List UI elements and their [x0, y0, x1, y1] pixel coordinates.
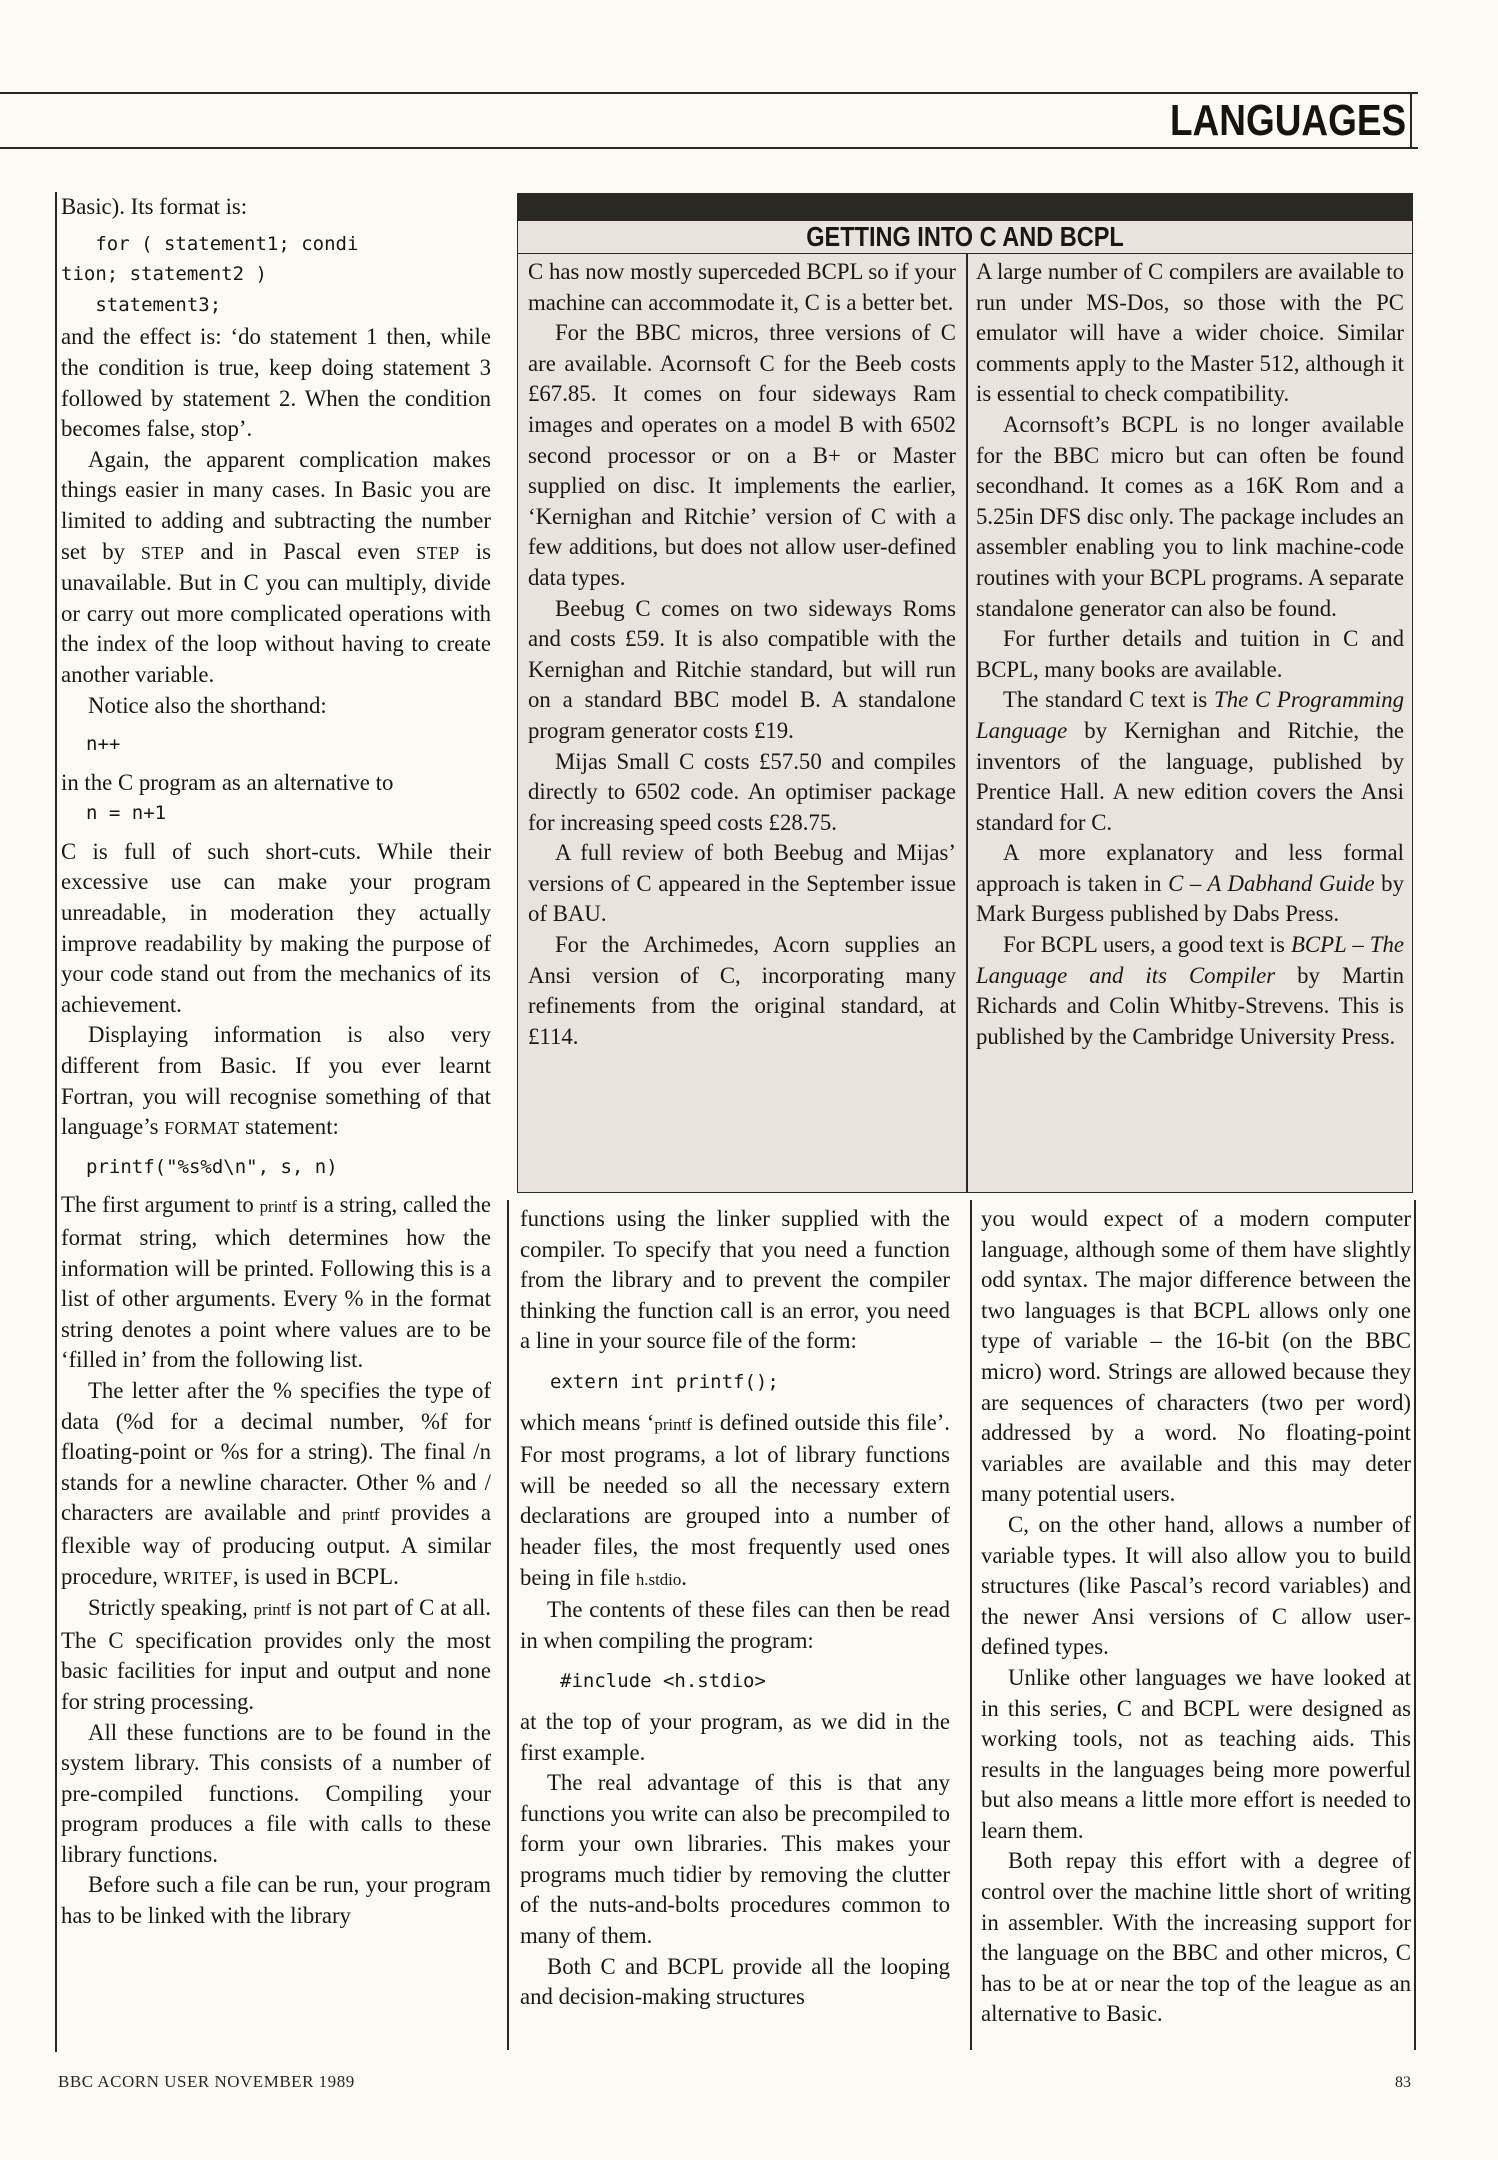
paragraph: which means ‘printf is defined outside this file’. For most programs, a lot of library functions will be needed so all the necessary extern declarations are grouped into a number of header files, the most frequently used ones being in file h.stdio.	[520, 1409, 950, 1590]
code-block: n++	[86, 733, 121, 756]
section-title: LANGUAGES	[1169, 96, 1406, 145]
paragraph: C, on the other hand, allows a number of variable types. It will also allow you to build structures (like Pascal’s record variables) and the newer Ansi versions of C allow user-defined types.	[981, 1511, 1411, 1660]
article-column-3	[981, 1204, 1411, 2030]
page-number: 83	[1395, 2074, 1411, 2091]
code-block: extern int printf();	[550, 1370, 779, 1393]
code-block: printf("%s%d\n", s, n)	[86, 1155, 338, 1178]
header-top-rule	[0, 92, 1418, 94]
article-column-2	[520, 1204, 950, 2013]
paragraph: A full review of both Beebug and Mijas’ versions of C appeared in the September issue of BAU.	[528, 840, 956, 927]
paragraph: you would expect of a modern computer language, although some of them have slightly odd syntax. The major difference between the two languages is that BCPL allows only one type of variable – the 16-bit (on the BBC micro) word. Strings are allowed because they are sequences of characters (two per word) addressed by a word. No floating-point variables are available and this may deter many potential users.	[981, 1206, 1411, 1507]
paragraph: The first argument to printf is a string, called the format string, which determines how the information will be printed. Following this is a list of other arguments. Every % in the format string denotes a point where values are to be ‘filled in’ from the following list.	[61, 1192, 492, 1373]
paragraph: The standard C text is The C Programming Language by Kernighan and Ritchie, the inventors of the language, published by Prentice Hall. A new edition covers the Ansi standard for C.	[976, 687, 1405, 835]
paragraph: For further details and tuition in C and BCPL, many books are available.	[976, 626, 1404, 682]
paragraph: Basic). Its format is:	[61, 194, 248, 219]
paragraph: Beebug C comes on two sideways Roms and costs £59. It is also compatible with the Kernighan and Ritchie standard, but will run on a standard BBC model B. A standalone program generator costs £19.	[528, 595, 956, 743]
paragraph: Both C and BCPL provide all the looping and decision-making structures	[520, 1953, 950, 2010]
paragraph: For the BBC micros, three versions of C are available. Acornsoft C for the Beeb costs £67.85. It comes on four sideways Ram images and operates on a model B with 6502 second processor or on a B+ or Master supplied on disc. It implements the earlier, ‘Kernighan and Ritchie’ version of C with a few additions, but does not allow user-defined data types.	[528, 320, 956, 590]
paragraph: A more explanatory and less formal approach is taken in C – A Dabhand Guide by Mark Burgess published by Dabs Press.	[976, 840, 1404, 927]
paragraph: C is full of such short-cuts. While their excessive use can make your program unreadable, in moderation they actually improve readability by making the purpose of your code stand out from the mechanics of its achievement.	[61, 838, 491, 1017]
paragraph: Mijas Small C costs £57.50 and compiles directly to 6502 code. An optimiser package for increasing speed costs £28.75.	[528, 748, 956, 835]
paragraph: Displaying information is also very different from Basic. If you ever learnt Fortran, you will recognise something of that language’s FORMAT statement:	[61, 1022, 491, 1140]
paragraph: The letter after the % specifies the type of data (%d for a decimal number, %f for floating-point or %s for a string). The final /n stands for a newline character. Other % and / characters are available and printf provides a flexible way of producing output. A similar procedure, WRITEF, is used in BCPL.	[61, 1377, 491, 1589]
paragraph: The real advantage of this is that any functions you write can also be precompiled to form your own libraries. This makes your programs much tidier by removing the clutter of the nuts-and-bolts procedures common to many of them.	[520, 1770, 950, 1949]
paragraph: For BCPL users, a good text is BCPL – The Language and its Compiler by Martin Richards and Colin Whitby-Strevens. This is published by the Cambridge University Press.	[976, 932, 1404, 1049]
sidebar-title-bar	[518, 194, 1412, 221]
header-bottom-rule	[0, 147, 1418, 149]
article-column-1	[61, 192, 491, 1932]
header-side-rule	[1410, 92, 1412, 148]
paragraph: Again, the apparent complication makes things easier in many cases. In Basic you are limited to adding and subtracting the number set by STEP and in Pascal even STEP is unavailable. But in C you can multiply, divide or carry out more complicated operations with the index of the loop without having to create another variable.	[61, 446, 491, 687]
paragraph: C has now mostly superceded BCPL so if your machine can accommodate it, C is a better bet.	[528, 259, 956, 315]
paragraph: The contents of these files can then be read in when compiling the program:	[520, 1597, 950, 1653]
column-rule-1	[507, 1200, 509, 2050]
sidebar-divider	[966, 254, 968, 1192]
paragraph: For the Archimedes, Acorn supplies an Ansi version of C, incorporating many refinements from the original standard, at £114.	[528, 932, 956, 1049]
code-block: #include <h.stdio>	[560, 1670, 766, 1693]
sidebar-column-right	[976, 257, 1404, 1052]
paragraph: Before such a file can be run, your program has to be linked with the library	[61, 1872, 491, 1929]
publication-footer: BBC ACORN USER NOVEMBER 1989	[58, 2072, 355, 2091]
paragraph: functions using the linker supplied with the compiler. To specify that you need a function from the library and to prevent the compiler thinking the function call is an error, you need a line in your source file of the form:	[520, 1206, 950, 1354]
sidebar-title: GETTING INTO C AND BCPL	[518, 221, 1412, 254]
sidebar-column-left	[528, 257, 956, 1052]
column-rule-right	[1414, 1200, 1416, 2050]
paragraph: Unlike other languages we have looked at in this series, C and BCPL were designed as working tools, not as teaching aids. This results in the languages being more powerful but also means a little more effort is needed to learn them.	[981, 1664, 1411, 1843]
paragraph: at the top of your program, as we did in the first example.	[520, 1708, 950, 1765]
paragraph: Acornsoft’s BCPL is no longer available for the BBC micro but can often be found secondhand. It comes as a 16K Rom and a 5.25in DFS disc only. The package includes an assembler enabling you to link machine-code routines with your BCPL programs. A separate standalone generator can also be found.	[976, 411, 1404, 621]
paragraph: in the C program as an alternative to	[61, 769, 394, 795]
paragraph: A large number of C compilers are available to run under MS-Dos, so those with the PC emulator will have a wider choice. Similar comments apply to the Master 512, although it is essential to check compatibility.	[976, 259, 1404, 407]
code-block: for ( statement1; condi tion; statement2 ) statement3;	[61, 232, 359, 316]
paragraph: Both repay this effort with a degree of control over the machine little short of writing in assembler. With the increasing support for the language on the BBC and other micros, C has to be at or near the top of the league as an alternative to Basic.	[981, 1848, 1411, 2027]
paragraph: and the effect is: ‘do statement 1 then, while the condition is true, keep doing statement 3 followed by statement 2. When the condition becomes false, stop’.	[61, 324, 491, 442]
sidebar-box	[517, 193, 1413, 1193]
paragraph: Notice also the shorthand:	[88, 692, 327, 718]
paragraph: Strictly speaking, printf is not part of C at all. The C specification provides only the most basic facilities for input and output and none for string processing.	[61, 1595, 491, 1714]
paragraph: All these functions are to be found in the system library. This consists of a number of pre-compiled functions. Compiling your program produces a file with calls to these library functions.	[61, 1719, 491, 1867]
code-block: n = n+1	[86, 802, 167, 825]
column-rule-2	[970, 1200, 972, 2050]
column-rule-left	[55, 192, 57, 2052]
